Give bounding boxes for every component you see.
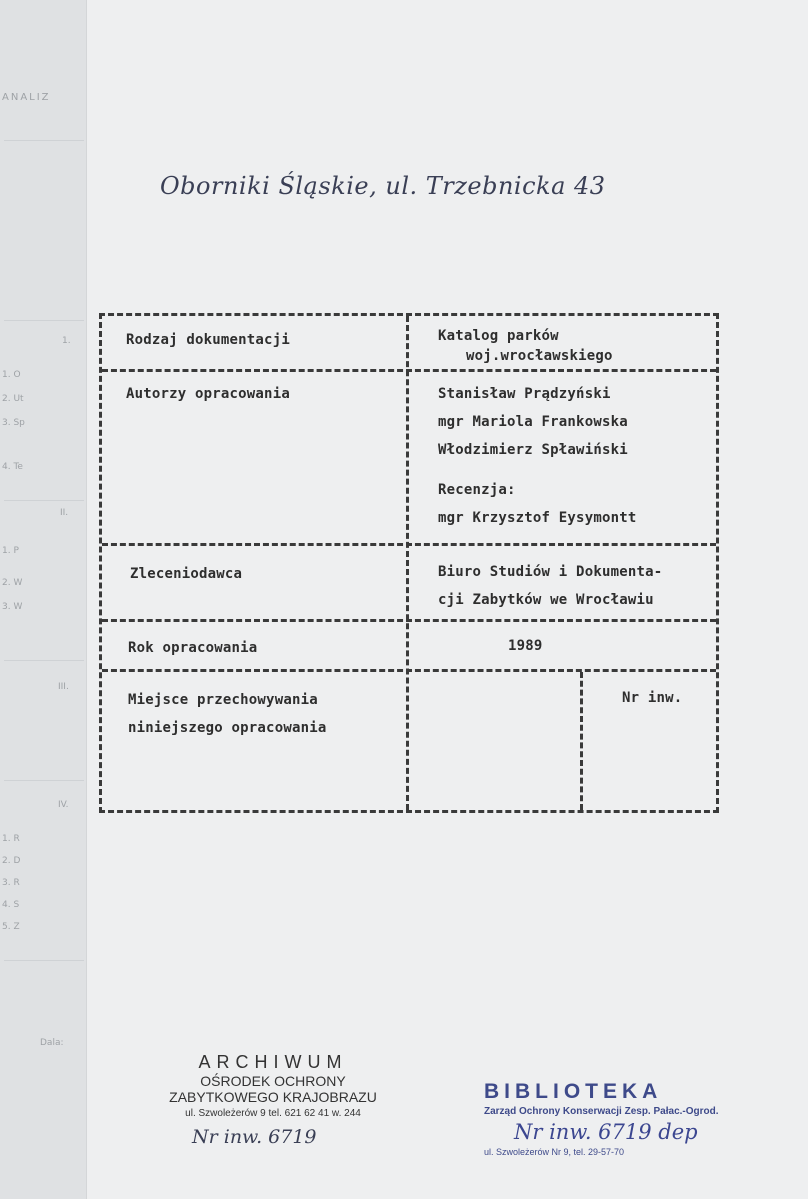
handwritten-inventory-archive: Nr inw. 6719 <box>192 1126 317 1148</box>
underlying-page <box>0 0 96 1199</box>
handwritten-inventory-library: Nr inw. 6719 dep <box>514 1120 698 1144</box>
archive-stamp-line2: ZABYTKOWEGO KRAJOBRAZU <box>169 1089 377 1105</box>
under-fragment: 3. Sp <box>2 418 25 428</box>
under-fragment: 2. W <box>2 578 23 588</box>
label-year: Rok opracowania <box>128 640 258 656</box>
under-fragment: 4. S <box>2 900 20 910</box>
value-commissioner-2: cji Zabytków we Wrocławiu <box>438 592 654 608</box>
under-fragment: 1. R <box>2 834 20 844</box>
under-fragment: III. <box>58 682 69 692</box>
value-documentation-type-2: woj.wrocławskiego <box>466 348 613 364</box>
under-fragment: 1. O <box>2 370 21 380</box>
label-storage-place-2: niniejszego opracowania <box>128 720 327 736</box>
column-divider <box>406 316 409 810</box>
label-documentation-type: Rodzaj dokumentacji <box>126 332 290 348</box>
under-fragment: ANALIZ <box>2 92 51 103</box>
value-year: 1989 <box>508 638 543 654</box>
row-documentation-type <box>102 316 716 372</box>
under-fragment: 5. Z <box>2 922 20 932</box>
row-authors <box>102 372 716 546</box>
label-inventory-number: Nr inw. <box>622 690 683 706</box>
library-stamp-address: ul. Szwoleżerów Nr 9, tel. 29-57-70 <box>484 1147 625 1157</box>
value-author-1: Stanisław Prądzyński <box>438 386 611 402</box>
row-storage-place <box>102 672 716 810</box>
under-fragment: 4. Te <box>2 462 23 472</box>
label-commissioner: Zleceniodawca <box>130 566 243 582</box>
under-fragment: IV. <box>58 800 69 810</box>
under-fragment: 3. W <box>2 602 23 612</box>
label-authors: Autorzy opracowania <box>126 386 290 402</box>
archive-stamp-line1: OŚRODEK OCHRONY <box>200 1073 346 1089</box>
library-stamp <box>484 1080 724 1157</box>
row-commissioner <box>102 546 716 622</box>
inventory-divider <box>580 672 583 810</box>
value-author-3: Włodzimierz Spławiński <box>438 442 628 458</box>
value-review-label: Recenzja: <box>438 482 516 498</box>
documentation-table <box>99 313 719 813</box>
value-documentation-type-1: Katalog parków <box>438 328 559 344</box>
under-fragment: 1. P <box>2 546 19 556</box>
value-author-2: mgr Mariola Frankowska <box>438 414 628 430</box>
library-stamp-title: BIBLIOTEKA <box>484 1080 663 1103</box>
archive-stamp-address: ul. Szwoleżerów 9 tel. 621 62 41 w. 244 <box>185 1108 361 1119</box>
under-fragment: Dala: <box>40 1038 64 1048</box>
under-fragment: 3. R <box>2 878 20 888</box>
archive-stamp-title: ARCHIWUM <box>198 1052 348 1072</box>
archive-stamp <box>168 1052 378 1119</box>
library-stamp-line1: Zarząd Ochrony Konserwacji Zesp. Pałac.-Ogrod. <box>484 1106 719 1117</box>
under-fragment: II. <box>60 508 69 518</box>
under-fragment: 1. <box>62 336 71 346</box>
handwritten-location: Oborniki Śląskie, ul. Trzebnicka 43 <box>160 172 606 200</box>
under-fragment: 2. Ut <box>2 394 24 404</box>
row-year <box>102 622 716 672</box>
label-storage-place-1: Miejsce przechowywania <box>128 692 318 708</box>
under-fragment: 2. D <box>2 856 21 866</box>
value-reviewer: mgr Krzysztof Eysymontt <box>438 510 637 526</box>
value-commissioner-1: Biuro Studiów i Dokumenta- <box>438 564 663 580</box>
